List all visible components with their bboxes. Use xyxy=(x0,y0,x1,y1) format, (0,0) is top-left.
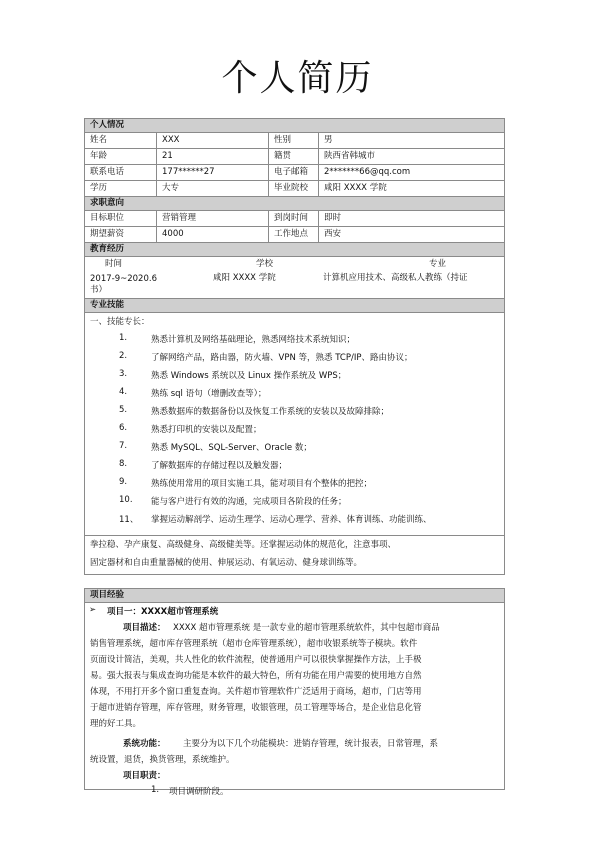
table-row xyxy=(85,181,505,197)
skill-num: 10. xyxy=(119,495,133,505)
project-func: 统设置，退货，换货管理，系统维护。 xyxy=(90,755,235,765)
value-name: XXX xyxy=(157,133,269,149)
edu-col-major: 专业 xyxy=(429,259,447,269)
skill-item: 熟悉 Windows 系统以及 Linux 操作系统及 WPS； xyxy=(151,371,347,381)
label-start-time: 到岗时间 xyxy=(269,211,319,227)
skill-item: 熟练使用常用的项目实施工具，能对项目有个整体的把控； xyxy=(151,479,373,489)
value-target-position: 营销管理 xyxy=(157,211,269,227)
section-basic-header: 个人情况 xyxy=(85,119,505,133)
skill-num: 2. xyxy=(119,351,128,361)
label-target-position: 目标职位 xyxy=(85,211,157,227)
skill-item: 熟悉数据库的数据备份以及恢复工作系统的安装以及故障排除； xyxy=(151,407,390,417)
project-desc: 销售管理系统，超市库存管理系统（超市仓库管理系统），超市收银系统等子模块。软件 xyxy=(90,639,418,649)
duty-item: 项目调研阶段。 xyxy=(169,787,229,797)
label-work-location: 工作地点 xyxy=(269,227,319,243)
value-salary: 4000 xyxy=(157,227,269,243)
value-start-time: 即时 xyxy=(319,211,505,227)
edu-major: 计算机应用技术、高级私人教练（持证 xyxy=(323,273,468,283)
value-email: 2*******66@qq.com xyxy=(319,165,505,181)
skills-intro: 一、技能专长： xyxy=(90,317,150,327)
info-table xyxy=(84,118,505,313)
edu-school: 咸阳 XXXX 学院 xyxy=(213,273,276,283)
skill-num: 9. xyxy=(119,477,128,487)
label-hometown: 籍贯 xyxy=(269,149,319,165)
section-job-header: 求职意向 xyxy=(85,197,505,211)
label-school: 毕业院校 xyxy=(269,181,319,197)
skills-list xyxy=(84,313,505,536)
value-hometown: 陕西省韩城市 xyxy=(319,149,505,165)
skill-num: 4. xyxy=(119,387,128,397)
skills-list-cont xyxy=(84,536,505,575)
education-columns xyxy=(85,257,505,273)
table-row xyxy=(85,227,505,243)
skill-item: 能与客户进行有效的沟通，完成项目各阶段的任务； xyxy=(151,497,347,507)
project-duty-label: 项目职责： xyxy=(123,771,166,781)
project-desc-label: 项目描述： xyxy=(123,623,166,633)
bullet-arrow-icon: ➢ xyxy=(89,605,97,615)
edu-major-cont: 书） xyxy=(90,285,108,295)
skill-num: 3. xyxy=(119,369,128,379)
table-row xyxy=(85,211,505,227)
skill-num: 6. xyxy=(119,423,128,433)
section-project-header: 项目经验 xyxy=(84,588,505,603)
skill-item: 掌握运动解剖学、运动生理学、运动心理学、营养、体育训练、功能训练、 xyxy=(151,515,432,525)
edu-time: 2017-9~2020.6 xyxy=(90,274,157,284)
resume-title: 个人简历 xyxy=(221,58,374,99)
duty-num: 1. xyxy=(151,785,160,795)
project-name: 项目一：XXXX超市管理系统 xyxy=(107,607,219,617)
label-gender: 性别 xyxy=(269,133,319,149)
resume-sheet xyxy=(84,118,505,797)
skill-item: 了解数据库的存储过程以及触发器； xyxy=(151,461,288,471)
value-phone: 177******27 xyxy=(157,165,269,181)
value-age: 21 xyxy=(157,149,269,165)
label-phone: 联系电话 xyxy=(85,165,157,181)
section-education-header: 教育经历 xyxy=(85,243,505,257)
label-age: 年龄 xyxy=(85,149,157,165)
value-work-location: 西安 xyxy=(319,227,505,243)
project-desc: 易。强大报表与集成查询功能是本软件的最大特色，所有功能在用户需要的使用地方自然 xyxy=(90,671,422,681)
project-func: 主要分为以下几个功能模块：进销存管理，统计报表，日常管理，系 xyxy=(183,739,439,749)
project-desc: 页面设计简洁，美观，共人性化的软件流程，使普通用户可以很快掌握操作方法，上手极 xyxy=(90,655,422,665)
value-school: 咸阳 XXXX 学院 xyxy=(319,181,505,197)
skill-item: 熟悉 MySQL、SQL-Server、Oracle 数； xyxy=(151,443,312,453)
label-email: 电子邮箱 xyxy=(269,165,319,181)
project-func-label: 系统功能： xyxy=(123,739,166,749)
skill-num: 7. xyxy=(119,441,128,451)
project-desc: 于超市进销存管理，库存管理，财务管理，收银管理，员工管理等场合，是企业信息化管 xyxy=(90,703,422,713)
skill-item: 熟悉计算机及网络基础理论，熟悉网络技术系统知识； xyxy=(151,335,356,345)
value-education-level: 大专 xyxy=(157,181,269,197)
skill-num: 5. xyxy=(119,405,128,415)
skill-item: 熟练 sql 语句（增删改查等）； xyxy=(151,389,267,399)
label-salary: 期望薪资 xyxy=(85,227,157,243)
skill-num: 1. xyxy=(119,333,128,343)
table-row xyxy=(85,133,505,149)
edu-col-time: 时间 xyxy=(105,259,123,269)
project-desc: 理的好工具。 xyxy=(90,719,142,729)
table-row xyxy=(85,165,505,181)
project-desc: XXXX 超市管理系统 是一款专业的超市管理系统软件，其中包超市商品 xyxy=(173,623,440,633)
education-row xyxy=(85,272,505,299)
section-skills-header: 专业技能 xyxy=(85,299,505,313)
skill-item-cont: 固定器材和自由重量器械的使用、伸展运动、有氧运动、健身球训练等。 xyxy=(90,558,363,568)
project-block xyxy=(84,603,505,797)
skill-item-cont: 拳拉稳、孕产康复、高级健身、高级健美等。还掌握运动体的规范化，注意事项、 xyxy=(90,540,397,550)
skill-num: 11、 xyxy=(119,515,139,525)
skill-item: 熟悉打印机的安装以及配置； xyxy=(151,425,262,435)
skill-item: 了解网络产品，路由器，防火墙、VPN 等，熟悉 TCP/IP、路由协议； xyxy=(151,353,413,363)
skill-num: 8. xyxy=(119,459,128,469)
project-desc: 体现，不用打开多个窗口重复查询。关件超市管理软件广泛适用于商场，超市，门店等用 xyxy=(90,687,422,697)
label-education-level: 学历 xyxy=(85,181,157,197)
value-gender: 男 xyxy=(319,133,505,149)
label-name: 姓名 xyxy=(85,133,157,149)
table-row xyxy=(85,149,505,165)
edu-col-school: 学校 xyxy=(256,259,274,269)
